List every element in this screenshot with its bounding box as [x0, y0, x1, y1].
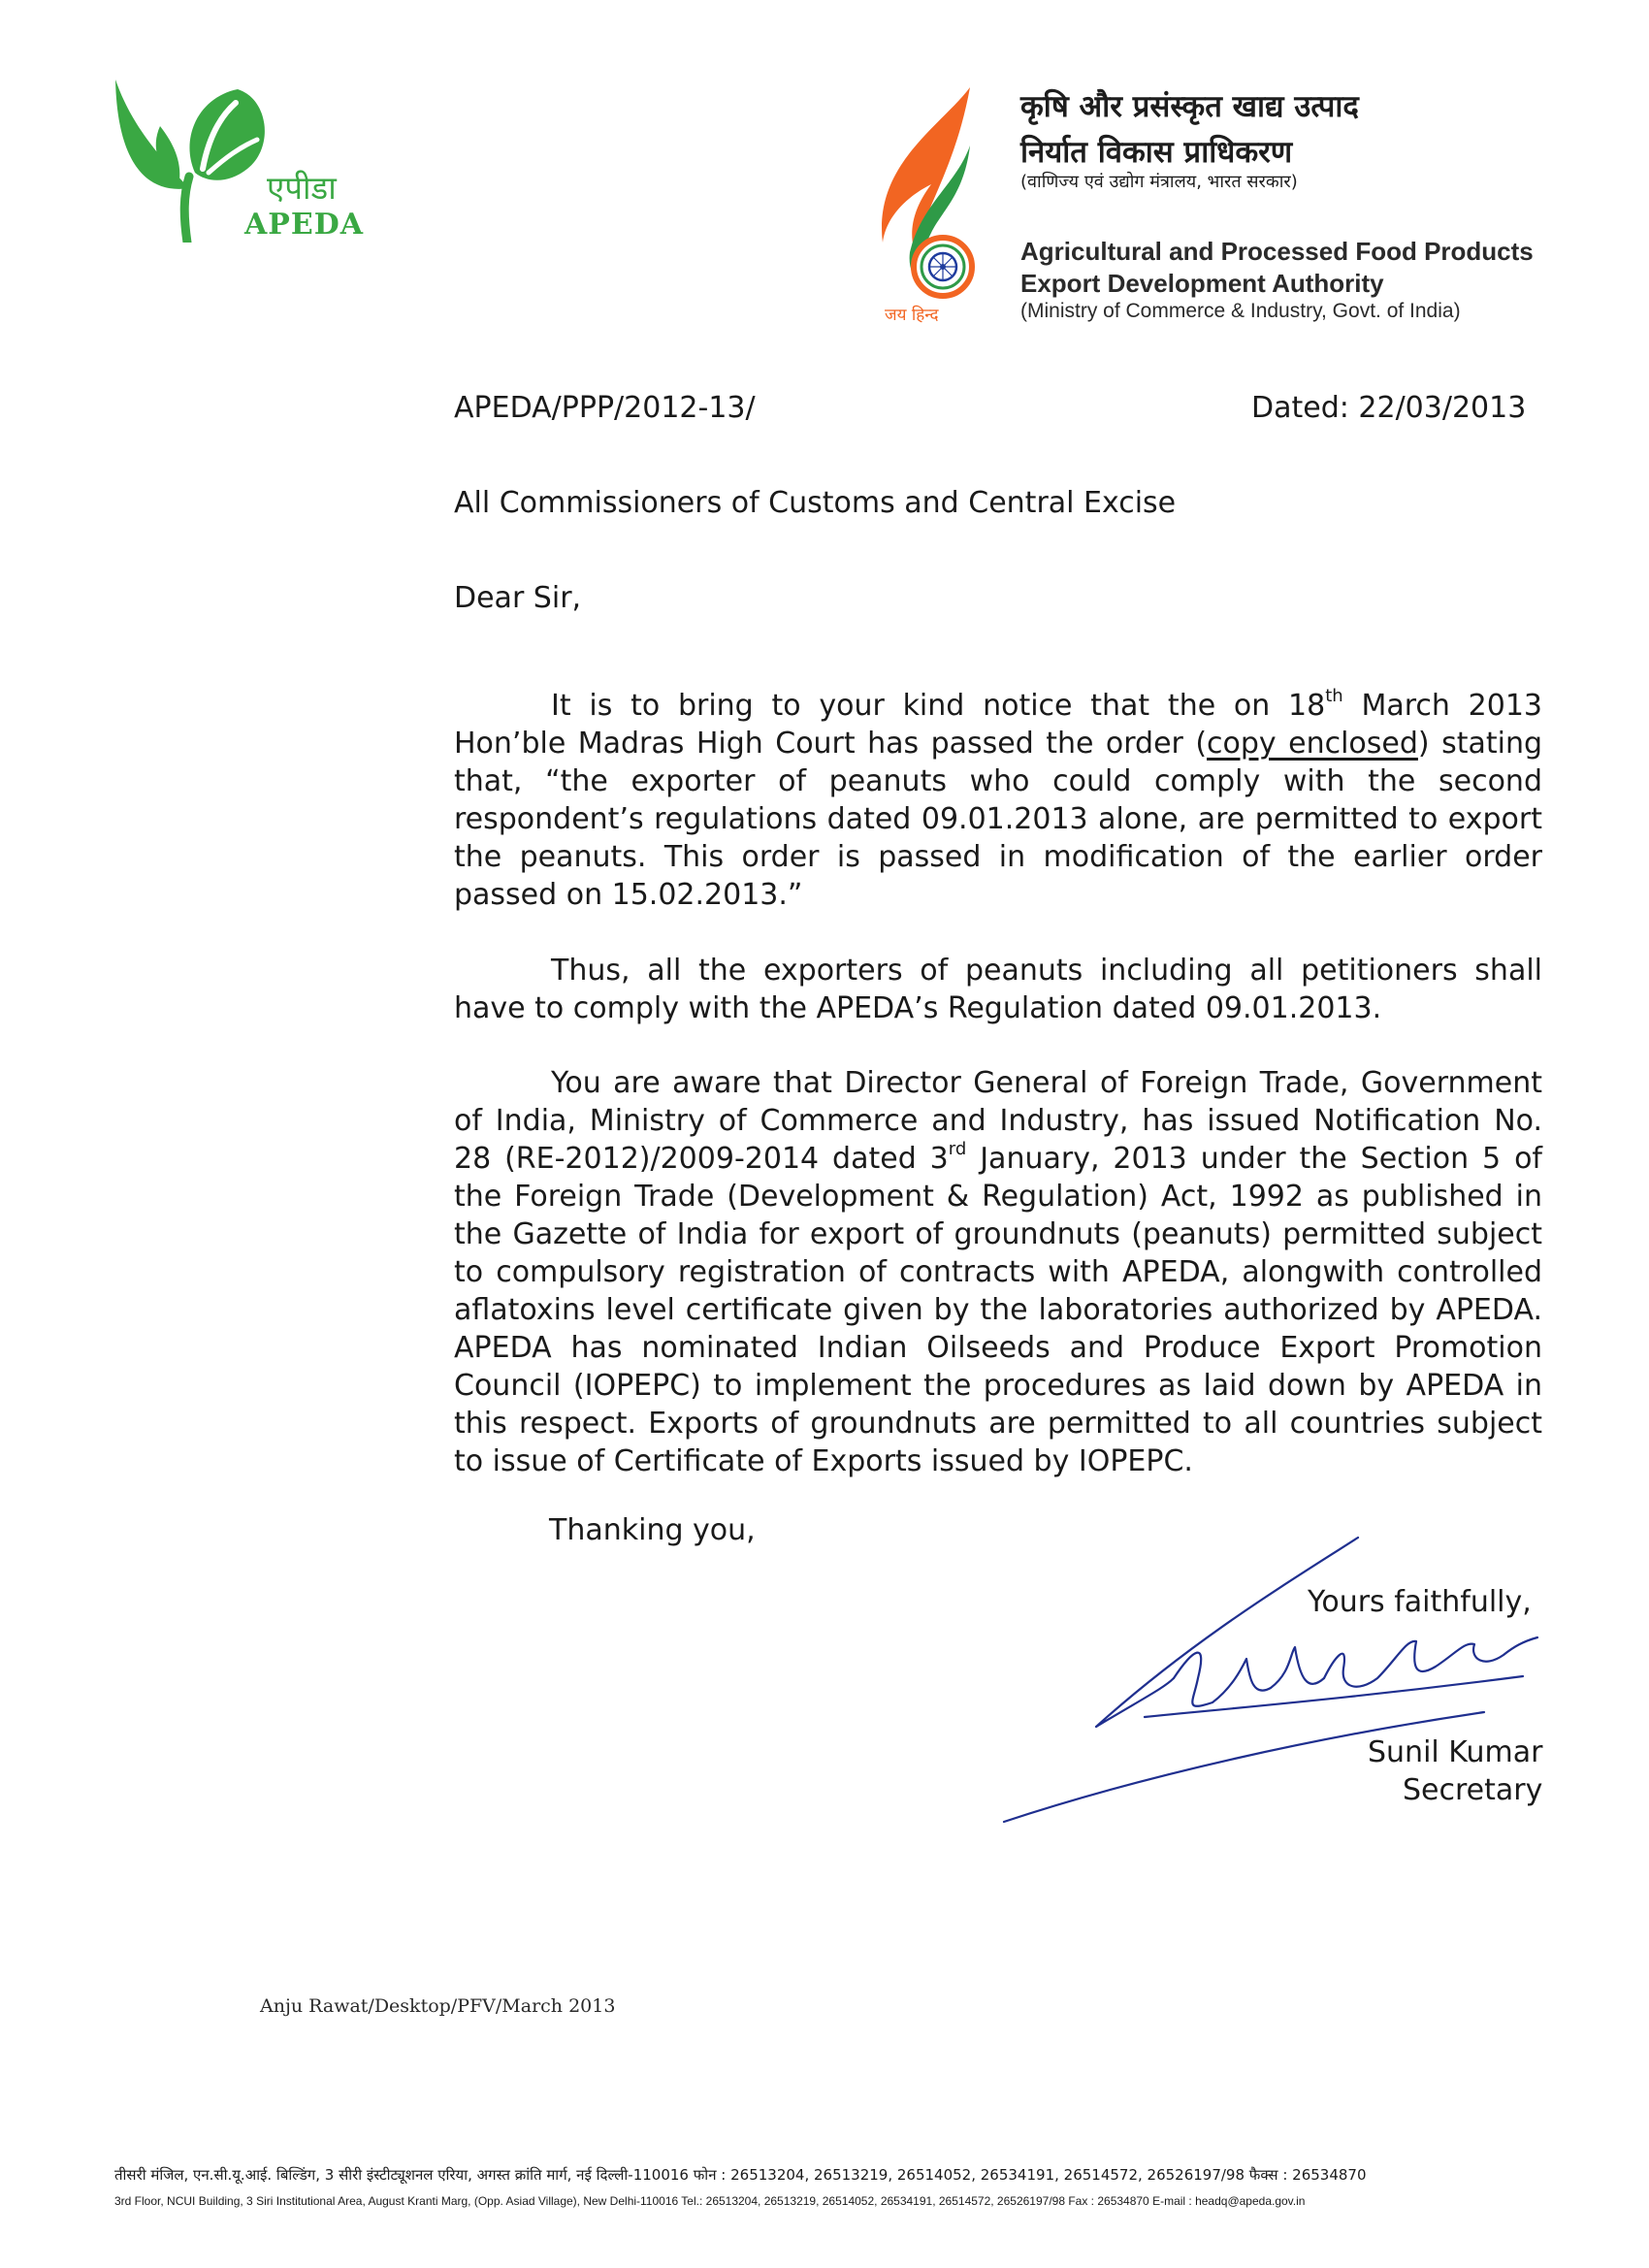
flame-emblem-icon [863, 87, 989, 330]
letter-date: Dated: 22/03/2013 [1251, 391, 1527, 425]
salutation: Dear Sir, [454, 581, 582, 615]
addressee: All Commissioners of Customs and Central Excise [454, 486, 1177, 520]
para1-text-c: ) stating that, “the exporter of peanuts who could comply with the second respondent’s regulations dated 09.01.2013 alone, are permitted to export the peanuts. This order is passed in modification of the earlier order passed on 15.02.2013.” [454, 727, 1543, 912]
english-org-name-line1: Agricultural and Processed Food Products [1020, 237, 1534, 266]
hindi-org-name-line1: कृषि और प्रसंस्कृत खाद्य उत्पाद [1020, 89, 1359, 124]
signer-name: Sunil Kumar [1368, 1735, 1543, 1769]
paragraph-1 [454, 687, 1542, 914]
footer-address-english: 3rd Floor, NCUI Building, 3 Siri Institutional Area, August Kranti Marg, (Opp. Asiad Village), New Delhi-110016 Tel.: 26513204, 26513219, 26514052, 26534191, 26514572, 26526197/98 Fax : 26534870 E-mail : headq@apeda.gov.in [114, 2194, 1306, 2208]
closing-line: Yours faithfully, [1308, 1585, 1532, 1619]
paragraph-3 [454, 1064, 1542, 1480]
copy-enclosed-text: copy enclosed [1207, 727, 1418, 761]
emblem-caption: जय हिन्द [885, 306, 939, 325]
hindi-org-name-line2: निर्यात विकास प्राधिकरण [1020, 135, 1293, 170]
thanking-line: Thanking you, [549, 1513, 756, 1547]
reference-number: APEDA/PPP/2012-13/ [454, 391, 756, 425]
para1-text-a: It is to bring to your kind notice that the on 18 [551, 689, 1326, 723]
para1-text-b: March 2013 Hon’ble Madras High Court has passed the order ( [454, 689, 1542, 761]
para3-superscript: rd [948, 1139, 967, 1159]
file-reference: Anju Rawat/Desktop/PFV/March 2013 [260, 1995, 616, 2017]
apeda-hindi-wordmark: एपीडा [267, 169, 337, 207]
hindi-ministry-line: (वाणिज्य एवं उद्योग मंत्रालय, भारत सरकार) [1020, 172, 1298, 192]
apeda-leaf-logo [112, 80, 267, 243]
footer-address-hindi: तीसरी मंजिल, एन.सी.यू.आई. बिल्डिंग, 3 सीरी इंस्टीट्यूशनल एरिया, अगस्त क्रांति मार्ग, नई दिल्ली-110016 फोन : 26513204, 26513219, 26514052, 26534191, 26514572, 26526197/98 फैक्स : 26534870 [114, 2166, 1367, 2184]
chakra-icon [929, 253, 956, 280]
para3-text-b: January, 2013 under the Section 5 of the Foreign Trade (Development & Regulation) Act, 1992 as published in the Gazette of India for export of groundnuts (peanuts) permitted subject to compulsory registration of contracts with APEDA, alongwith controlled aflatoxins level certificate given by the laboratories authorized by APEDA. APEDA has nominated Indian Oilseeds and Produce Export Promotion Council (IOPEPC) to implement the procedures as laid down by APEDA in this respect. Exports of groundnuts are permitted to all countries subject to issue of Certificate of Exports issued by IOPEPC. [454, 1142, 1542, 1478]
para1-superscript: th [1325, 686, 1343, 706]
english-ministry-line: (Ministry of Commerce & Industry, Govt. of India) [1020, 300, 1461, 322]
jai-hind-emblem [863, 87, 989, 330]
para3-text-a: You are aware that Director General of Foreign Trade, Government of India, Ministry of Commerce and Industry, has issued Notification No. 28 (RE-2012)/2009-2014 dated 3 [454, 1066, 1542, 1176]
apeda-english-wordmark: APEDA [244, 208, 364, 242]
english-org-name-line2: Export Development Authority [1020, 269, 1384, 298]
signer-title: Secretary [1403, 1773, 1543, 1807]
paragraph-2: Thus, all the exporters of peanuts including all petitioners shall have to comply with the APEDA’s Regulation dated 09.01.2013. [454, 954, 1542, 1025]
